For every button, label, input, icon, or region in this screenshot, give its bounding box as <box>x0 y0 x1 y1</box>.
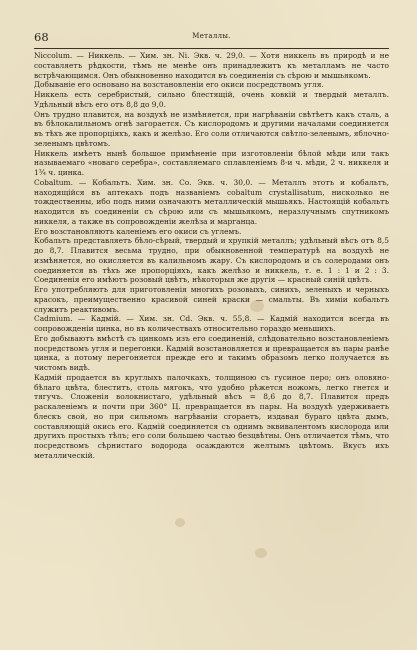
header-rule <box>34 48 389 49</box>
paper-stain <box>255 548 267 558</box>
paragraph-cobalt-use: Его употребляютъ для приготовленія многихъ розовыхъ, синихъ, зеленыхъ и черныхъ красокъ, преимущественно красивой синей краски — смальты. Въ химіи кобальтъ служитъ реактивомъ. <box>34 285 389 314</box>
paragraph-nickel-properties: Никкель есть серебристый, сильно блестящій, очень ковкій и твердый металлъ. Удѣльный вѣсъ его отъ 8,8 до 9,0. <box>34 90 389 109</box>
page-body <box>34 51 389 461</box>
paragraph-cadmium-extraction: Его добываютъ вмѣстѣ съ цинкомъ изъ его соединеній, слѣдовательно возстановленіемъ посредствомъ угля и перегонки. Кадмій возстановляется и превращается въ пары ранѣе цинка, а потому перегоняется прежде его и такимъ образомъ легко получается въ чистомъ видѣ. <box>34 333 389 372</box>
paragraph-nickel-use: Никкель имѣетъ нынѣ большое примѣненіе при изготовленіи бѣлой мѣди или такъ называемаго «новаго серебра», составляемаго сплавленіемъ 8-и ч. мѣди, 2 ч. никкеля и 1¾ ч. цинка. <box>34 148 389 177</box>
paper-stain <box>175 518 185 527</box>
page-number: 68 <box>34 30 49 44</box>
paragraph-cadmium-intro: Cadmium. — Кадмій. — Хим. зн. Cd. Экв. ч. 55,8. — Кадмій находится всегда въ сопровожденіи цинка, но въ количествахъ относительно гораздо меньшихъ. <box>34 314 389 333</box>
page-header <box>34 30 389 46</box>
paragraph-nickel-extraction: Добываніе его основано на возстановленіи его окиси посредствомъ угля. <box>34 80 324 90</box>
paragraph-cobalt-extraction: Его возстановляютъ каленіемъ его окиси съ углемъ. <box>34 226 242 236</box>
running-head: Металлы. <box>192 32 231 40</box>
paragraph-cobalt-intro: Cobaltum. — Кобальтъ. Хим. зн. Co. Экв. ч. 30,0. — Металлъ этотъ и кобальтъ, находящійся въ аптекахъ подъ названіемъ cobaltum crystallisatum, нисколько не тождественны, ибо подъ ними означаютъ металлическій мышьякъ. Настоящій кобальтъ находится въ соединеніи съ сѣрою или съ мышьякомъ, неразлучнымъ спутникомъ никкеля, а также въ сопровожденіи желѣза и марганца. <box>34 177 389 226</box>
paragraph-nickel-intro: Niccolum. — Никкель. — Хим. зн. Ni. Экв. ч. 29,0. — Хотя никкель въ природѣ и не составляетъ рѣдкости, тѣмъ не менѣе онъ принадлежитъ къ металламъ не часто встрѣчающимся. Онъ обыкновенно находится въ соединеніи съ сѣрою и мышьякомъ. <box>34 51 389 80</box>
paragraph-nickel-behavior: Онъ трудно плавится, на воздухѣ не измѣняется, при нагрѣваніи свѣтѣетъ какъ сталь, а въ бѣлокалильномъ огнѣ загорается. Съ кислородомъ и другими началами соединяется въ тѣхъ же пропорціяхъ, какъ и желѣзо. Его соли отличаются свѣтло-зеленымъ, яблочно-зеленымъ цвѣтомъ. <box>34 109 389 148</box>
paragraph-cadmium-properties: Кадмій продается въ круглыхъ палочкахъ, толщиною съ гусиное перо; онъ оловяно-бѣлаго цвѣта, блеститъ, столь мягокъ, что удобно рѣжется ножомъ, легко гнется и тягучъ. Сложенія волокнистаго, удѣльный вѣсъ = 8,6 до 8,7. Плавится предъ раскаленіемъ и почти при 360° Ц. превращается въ пары. На воздухѣ удерживаетъ блескъ свой, но при сильномъ нагрѣваніи сгораетъ, издавая бураго цвѣта дымъ, составляющій окись его. Кадмій соединяется съ однимъ эквивалентомъ кислорода или другихъ простыхъ тѣлъ; его соли большею частью безцвѣтны. Онъ отличается тѣмъ, что посредствомъ сѣрнистаго водорода осаждаются желтымъ цвѣтомъ. Вкусъ ихъ металлическій. <box>34 372 389 460</box>
paragraph-cobalt-properties: Кобальтъ представляетъ бѣло-сѣрый, твердый и хрупкій металлъ; удѣльный вѣсъ отъ 8,5 до 8,7. Плавится весьма трудно, при обыкновенной температурѣ на воздухѣ не измѣняется, но окисляется въ калильномъ жару. Съ кислородомъ и съ солеродами онъ соединяется въ тѣхъ же пропорціяхъ, какъ желѣзо и никкель, т. е. 1 : 1 и 2 : 3. Соединенія его имѣютъ розовый цвѣтъ, нѣкоторыя же другія — красный синій цвѣтъ. <box>34 236 389 285</box>
